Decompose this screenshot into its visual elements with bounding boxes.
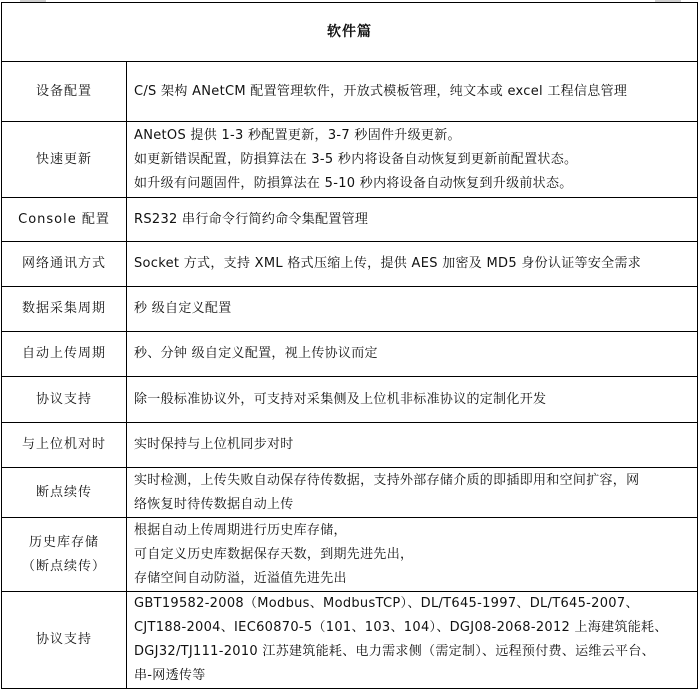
table-row (2, 377, 698, 423)
table-row (2, 62, 698, 122)
table-row (2, 468, 698, 518)
row-content: 根据自动上传周期进行历史库存储， 可自定义历史库数据保存天数，到期先进先出， 存储空间自动防溢，近溢值先进先出 (127, 518, 698, 592)
row-label: 快速更新 (2, 122, 127, 198)
row-label: 数据采集周期 (2, 287, 127, 332)
row-content: C/S 架构 ANetCM 配置管理软件，开放式模板管理，纯文本或 excel 工程信息管理 (127, 62, 698, 122)
software-spec-table (1, 2, 698, 689)
row-label: 断点续传 (2, 468, 127, 518)
row-content: RS232 串行命令行简约命令集配置管理 (127, 198, 698, 242)
table-title: 软件篇 (2, 3, 698, 62)
row-content: 除一般标准协议外，可支持对采集侧及上位机非标准协议的定制化开发 (127, 377, 698, 423)
row-content: 秒 级自定义配置 (127, 287, 698, 332)
table-row (2, 332, 698, 377)
table-row (2, 423, 698, 468)
row-content: Socket 方式，支持 XML 格式压缩上传，提供 AES 加密及 MD5 身份认证等安全需求 (127, 242, 698, 287)
row-label: Console 配置 (2, 198, 127, 242)
row-label: 自动上传周期 (2, 332, 127, 377)
row-label: 与上位机对时 (2, 423, 127, 468)
table-row (2, 122, 698, 198)
row-label: 网络通讯方式 (2, 242, 127, 287)
row-content: 实时保持与上位机同步对时 (127, 423, 698, 468)
row-content: ANetOS 提供 1-3 秒配置更新，3-7 秒固件升级更新。 如更新错误配置，防損算法在 3-5 秒内将设备自动恢复到更新前配置状态。 如升级有问题固件，防損算法在 5-10 秒内将设备自动恢复到升级前状态。 (127, 122, 698, 198)
row-label: 协议支持 (2, 377, 127, 423)
table-row (2, 287, 698, 332)
row-content: GBT19582-2008（Modbus、ModbusTCP）、DL/T645-1997、DL/T645-2007、 CJT188-2004、IEC60870-5（101、103、104）、DGJ08-2068-2012 上海建筑能耗、 DGJ32/TJ111-2010 江苏建筑能耗、电力需求侧（需定制）、远程预付费、运维云平台、 串-网透传等 (127, 592, 698, 689)
table-title-row (2, 3, 698, 62)
table-row (2, 518, 698, 592)
row-label: 设备配置 (2, 62, 127, 122)
row-label: 历史库存储 （断点续传） (2, 518, 127, 592)
table-row (2, 242, 698, 287)
table-row (2, 198, 698, 242)
row-label: 协议支持 (2, 592, 127, 689)
table-row (2, 592, 698, 689)
row-content: 实时检测，上传失败自动保存待传数据，支持外部存储介质的即插即用和空间扩容，网 络恢复时待传数据自动上传 (127, 468, 698, 518)
row-content: 秒、分钟 级自定义配置，视上传协议而定 (127, 332, 698, 377)
